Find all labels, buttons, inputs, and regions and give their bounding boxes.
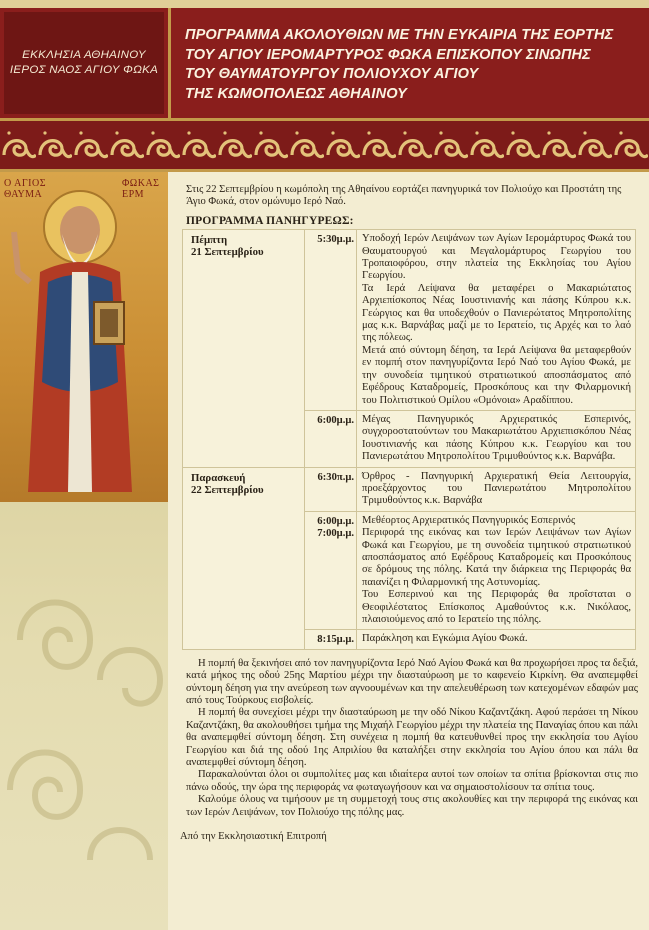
title-line: ΤΗΣ ΚΩΜΟΠΟΛΕΩΣ ΑΘΗΑΙΝΟΥ <box>185 85 407 102</box>
day-date: 22 Σεπτεμβρίου <box>191 483 264 496</box>
icon-inscription-right: ΦΩΚΑΣ ΕΡΜ <box>122 178 160 200</box>
top-gold-rule <box>0 0 649 8</box>
closing-text <box>186 658 638 819</box>
day-name: Πέμπτη <box>191 234 228 247</box>
greek-key-border <box>0 118 649 172</box>
event-description: Μέγας Πανηγυρικός Αρχιερατικός Εσπερινός, συγχοροστατούντων του Μακαριωτάτου Αρχιεπισκόπου Νέας Ιουστινιανής και πάσης Κύπρου κ.κ. Γεωργίου και του Πανιερωτάτου Μητροπολίτου Τριμυθούντος κ.κ. Βαρνάβα. <box>362 413 631 463</box>
day-label <box>183 468 305 649</box>
title-line: ΤΟΥ ΘΑΥΜΑΤΟΥΡΓΟΥ ΠΟΛΙΟΥΧΟΥ ΑΓΙΟΥ <box>185 66 479 82</box>
scroll-ornament-icon <box>0 125 649 167</box>
event-description: Όρθρος - Πανηγυρική Αρχιερατική Θεία Λειτουργία, προεξάρχοντος του Πανιερωτάτου Μητροπολίτου Τριμυθούντος κ.κ. Βαρνάβα <box>362 470 631 507</box>
closing-paragraph: Η πομπή θα συνεχίσει μέχρι την διασταύρωση με την οδό Νίκου Καζαντζάκη. Αφού περάσει τη Νίκου Καζαντζάκη, θα ακολουθήσει τμήμα της Μιχαήλ Γεωργίου μέχρι την πλατεία της Παναγίας όπου και πάλι θα αναπεμφθεί σύντομη δέηση. Στη συνέχεια η πομπή θα κατευθυνθεί προς την εκκλησία του Αγίου Γεωργίου και διά της οδού 1ης Απριλίου θα καταλήξει στην εκκλησία του Αγίου όπου και πάλι θα αναπεμφθεί σύντομη δέηση. <box>186 707 638 769</box>
program-heading: ΠΡΟΓΡΑΜΜΑ ΠΑΝΗΓΥΡΕΩΣ: <box>186 214 354 227</box>
church-name-block <box>4 12 164 114</box>
swirl-ornament <box>0 730 168 890</box>
schedule-day <box>183 467 635 649</box>
saint-icon-image <box>0 172 168 502</box>
day-name: Παρασκευή <box>191 471 246 484</box>
event-description: Μεθέορτος Αρχιερατικός Πανηγυρικός Εσπερινός Περιφορά της εικόνας και των Ιερών Λειψάνων των Αγίων Φωκά και Γεωργίου, με τη συνοδεία τιμητικού στρατιωτικού αποσπάσματος από Εφέδρους Καταδρομείς και Προσκόπους σε δρόμους της πόλης. Κατά την διάρκεια της Περιφοράς θα παιανίζει η Φιλαρμονική της Αστυνομίας. Του Εσπερινού και της Περιφοράς θα προΐσταται ο Θεοφιλέστατος Επίσκοπος Αμαθούντος κ.κ. Νικόλαος, πλαισιούμενος από το Ιερατείο της πόλης. <box>362 514 631 625</box>
schedule-event <box>305 468 635 511</box>
temple-name: ΙΕΡΟΣ ΝΑΟΣ ΑΓΙΟΥ ΦΩΚΑ <box>9 64 159 76</box>
schedule-event <box>305 410 635 467</box>
event-description: Παράκληση και Εγκώμια Αγίου Φωκά. <box>362 633 528 645</box>
event-time: 6:30π.μ. <box>305 468 357 511</box>
saint-figure-icon <box>0 172 168 502</box>
event-time: 6:00μ.μ. <box>305 411 357 467</box>
schedule-event <box>305 511 635 630</box>
event-description: Υποδοχή Ιερών Λειψάνων των Αγίων Ιερομάρτυρος Φωκά του Θαυματουργού και Μεγαλομάρτυρος Γεωργίου του Τροπαιοφόρου, στην πλατεία της Εκκλησίας του Αγίου Γεωργίου. Τα Ιερά Λείψανα θα μεταφέρει ο Μακαριώτατος Αρχιεπίσκοπος Νέας Ιουστινιανής και πάσης Κύπρου κ.κ. Γεώργιος και θα υποδεχθούν ο Πανιερώτατος Μητροπολίτης μας κ.κ. Βαρνάβας μαζί με το Ιερατείο, τις Αρχές και το λαό της πόλεως. Μετά από σύντομη δέηση, τα Ιερά Λείψανα θα μεταφερθούν εν πομπή στον πανηγυρίζοντα Ιερό Ναό του Αγίου Φωκά, με την συνοδεία τιμητικού στρατιωτικού αποσπάσματος από Εφέδρους Καταδρομείς, Προσκόπους και την Φιλαρμονική του Πολιτιστικού Ομίλου «Ομόνοια» Αραδίππου. <box>362 233 631 406</box>
closing-paragraph: Παρακαλούνται όλοι οι συμπολίτες μας και ιδιαίτερα αυτοί των οποίων τα σπίτια βρίσκονται στις πιο πάνω οδούς, την ώρα της περιφοράς να φωταγωγήσουν και να σημαιοστολίσουν τα σπίτια τους. <box>186 769 638 793</box>
event-time: 5:30μ.μ. <box>305 230 357 410</box>
title-line: ΤΟΥ ΑΓΙΟΥ ΙΕΡΟΜΑΡΤΥΡΟΣ ΦΩΚΑ ΕΠΙΣΚΟΠΟΥ ΣΙΝΩΠΗΣ <box>185 46 591 63</box>
schedule-event <box>305 230 635 410</box>
church-name: ΕΚΚΛΗΣΙΑ ΑΘΗΑΙΝΟΥ <box>22 49 146 61</box>
day-label <box>183 230 305 466</box>
closing-paragraph: Καλούμε όλους να τιμήσουν με τη συμμετοχή τους στις ακολουθίες και την περιφορά της εικόνας και των Ιερών Λειψάνων, τον Πολιούχο της πόλης μας. <box>186 794 638 818</box>
schedule-day <box>183 230 635 466</box>
title-line: ΠΡΟΓΡΑΜΜΑ ΑΚΟΛΟΥΘΙΩΝ ΜΕ ΤΗΝ ΕΥΚΑΙΡΙΑ ΤΗΣ ΕΟΡΤΗΣ <box>185 27 614 43</box>
day-date: 21 Σεπτεμβρίου <box>191 246 264 259</box>
event-time: 6:00μ.μ. 7:00μ.μ. <box>305 512 357 630</box>
main-content <box>176 180 638 844</box>
swirl-ornament <box>0 560 168 720</box>
closing-paragraph: Η πομπή θα ξεκινήσει από τον πανηγυρίζοντα Ιερό Ναό Αγίου Φωκά και θα προχωρήσει προς τα δεξιά, κατά μήκος της οδού 25ης Μαρτίου μέχρι την διασταύρωση με το καφενείο Κιρκίνη. Θα αναπεμφθεί σύντομη δέηση για την ανεύρεση των αγνοουμένων και την απελευθέρωση των κατεχομένων εδαφών μας από τους Τούρκους εισβολείς. <box>186 657 638 707</box>
signature: Από την Εκκλησιαστική Επιτροπή <box>180 831 327 843</box>
intro-paragraph: Στις 22 Σεπτεμβρίου η κωμόπολη της Αθηαίνου εορτάζει πανηγυρικά τον Πολιούχο και Προστάτη της Άγιο Φωκά, στον ομώνυμο Ιερό Ναό. <box>186 184 622 208</box>
schedule-event <box>305 629 635 648</box>
event-time: 8:15μ.μ. <box>305 630 357 648</box>
schedule-table <box>182 229 636 650</box>
page-title <box>185 26 635 104</box>
icon-inscription-left: Ο ΑΓΙΟΣ ΘΑΥΜΑ <box>4 178 47 200</box>
